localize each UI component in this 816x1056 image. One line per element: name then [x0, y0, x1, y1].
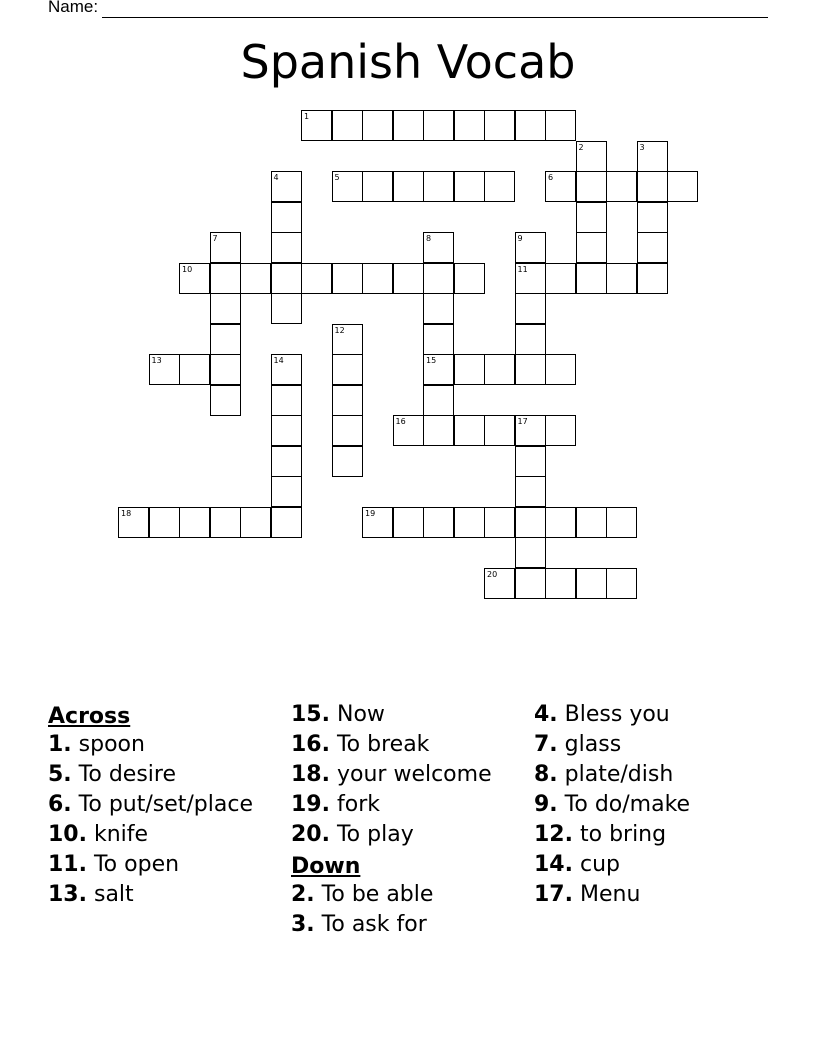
grid-cell[interactable]	[576, 141, 607, 172]
grid-cell[interactable]	[362, 171, 393, 202]
grid-cell[interactable]	[393, 171, 424, 202]
grid-cell[interactable]	[423, 385, 454, 416]
cell-number: 17	[517, 417, 528, 426]
clue-number: 15.	[291, 702, 330, 727]
grid-cell[interactable]	[423, 232, 454, 263]
grid-cell[interactable]	[545, 415, 576, 446]
grid-cell[interactable]	[454, 415, 485, 446]
across-heading: Across	[48, 704, 131, 729]
clue-column-2	[291, 702, 527, 942]
clue-text: fork	[336, 792, 380, 817]
clue-down-12	[534, 822, 794, 848]
clue-text: To do/make	[564, 792, 691, 817]
clue-text: To desire	[78, 762, 176, 787]
grid-cell[interactable]	[423, 263, 454, 294]
clue-number: 8.	[534, 762, 558, 787]
grid-cell[interactable]	[484, 354, 515, 385]
grid-cell[interactable]	[606, 568, 637, 599]
clue-text: to bring	[579, 822, 667, 847]
grid-cell[interactable]	[240, 263, 271, 294]
grid-cell[interactable]	[515, 446, 546, 477]
clue-across-1	[48, 732, 284, 758]
grid-cell[interactable]	[210, 324, 241, 355]
grid-cell[interactable]	[149, 354, 180, 385]
cell-number: 13	[151, 356, 162, 365]
grid-cell[interactable]	[423, 171, 454, 202]
grid-cell[interactable]	[545, 171, 576, 202]
grid-cell[interactable]	[423, 354, 454, 385]
grid-cell[interactable]	[576, 263, 607, 294]
grid-cell[interactable]	[515, 324, 546, 355]
cell-number: 6	[548, 173, 554, 182]
grid-cell[interactable]	[393, 507, 424, 538]
cell-number: 2	[578, 142, 584, 152]
grid-cell[interactable]	[210, 232, 241, 263]
clue-text: To put/set/place	[78, 792, 253, 817]
clue-text: cup	[579, 852, 620, 877]
grid-cell[interactable]	[423, 110, 454, 141]
grid-cell[interactable]	[637, 232, 668, 263]
grid-cell[interactable]	[271, 415, 302, 446]
cell-number: 16	[395, 417, 406, 426]
grid-cell[interactable]	[332, 446, 363, 477]
clue-across-10	[48, 822, 284, 848]
grid-cell[interactable]	[393, 263, 424, 294]
grid-cell[interactable]	[454, 507, 485, 538]
clue-number: 1.	[48, 732, 72, 757]
clue-text: knife	[93, 822, 149, 847]
grid-cell[interactable]	[332, 171, 363, 202]
clue-number: 2.	[291, 882, 315, 907]
clue-across-16	[291, 732, 527, 758]
clue-text: To open	[93, 852, 180, 877]
clue-number: 11.	[48, 852, 87, 877]
cell-number: 9	[517, 234, 523, 243]
cell-number: 12	[334, 325, 345, 335]
clue-number: 17.	[534, 882, 573, 907]
grid-cell[interactable]	[576, 568, 607, 599]
clue-column-3	[534, 702, 794, 912]
grid-cell[interactable]	[637, 263, 668, 294]
grid-cell[interactable]	[576, 202, 607, 233]
cell-number: 8	[426, 234, 432, 243]
cell-number: 4	[273, 173, 279, 182]
grid-cell[interactable]	[301, 110, 332, 141]
cell-number: 1	[304, 112, 310, 121]
grid-cell[interactable]	[240, 507, 271, 538]
grid-cell[interactable]	[179, 354, 210, 385]
grid-cell[interactable]	[515, 354, 546, 385]
grid-cell[interactable]	[484, 171, 515, 202]
grid-cell[interactable]	[179, 263, 210, 294]
cell-number: 14	[273, 356, 284, 365]
clue-text: Bless you	[564, 702, 670, 727]
grid-cell[interactable]	[393, 415, 424, 446]
cell-number: 10	[182, 264, 193, 274]
name-label: Name:	[48, 0, 99, 16]
grid-cell[interactable]	[271, 476, 302, 507]
clue-across-5	[48, 762, 284, 788]
grid-cell[interactable]	[545, 568, 576, 599]
grid-cell[interactable]	[423, 324, 454, 355]
clue-text: Menu	[579, 882, 641, 907]
clue-number: 6.	[48, 792, 72, 817]
grid-cell[interactable]	[362, 110, 393, 141]
clue-across-20	[291, 822, 527, 848]
clue-number: 20.	[291, 822, 330, 847]
clue-across-13	[48, 882, 284, 908]
clue-number: 12.	[534, 822, 573, 847]
clue-number: 19.	[291, 792, 330, 817]
grid-cell[interactable]	[332, 110, 363, 141]
clue-text: glass	[564, 732, 622, 757]
grid-cell[interactable]	[606, 263, 637, 294]
grid-cell[interactable]	[423, 507, 454, 538]
grid-cell[interactable]	[576, 507, 607, 538]
clue-down-14	[534, 852, 794, 878]
grid-cell[interactable]	[149, 507, 180, 538]
down-heading: Down	[291, 854, 361, 879]
grid-cell[interactable]	[606, 171, 637, 202]
cell-number: 20	[487, 569, 498, 579]
clue-number: 9.	[534, 792, 558, 817]
grid-cell[interactable]	[423, 293, 454, 324]
clue-text: salt	[93, 882, 134, 907]
clue-number: 7.	[534, 732, 558, 757]
grid-cell[interactable]	[637, 171, 668, 202]
grid-cell[interactable]	[362, 507, 393, 538]
grid-cell[interactable]	[332, 324, 363, 355]
clue-down-4	[534, 702, 794, 728]
clue-number: 16.	[291, 732, 330, 757]
grid-cell[interactable]	[271, 293, 302, 324]
clue-across-19	[291, 792, 527, 818]
grid-cell[interactable]	[271, 263, 302, 294]
clue-number: 14.	[534, 852, 573, 877]
grid-cell[interactable]	[484, 415, 515, 446]
grid-cell[interactable]	[332, 385, 363, 416]
grid-cell[interactable]	[637, 141, 668, 172]
cell-number: 5	[334, 173, 340, 182]
grid-cell[interactable]	[606, 507, 637, 538]
grid-cell[interactable]	[423, 415, 454, 446]
grid-cell[interactable]	[210, 263, 241, 294]
grid-cell[interactable]	[210, 354, 241, 385]
grid-cell[interactable]	[332, 415, 363, 446]
page-title: Spanish Vocab	[240, 35, 576, 89]
grid-cell[interactable]	[210, 507, 241, 538]
grid-cell[interactable]	[576, 171, 607, 202]
grid-cell[interactable]	[454, 110, 485, 141]
clue-down-7	[534, 732, 794, 758]
cell-number: 18	[121, 508, 132, 518]
grid-cell[interactable]	[515, 293, 546, 324]
grid-cell[interactable]	[332, 263, 363, 294]
grid-cell[interactable]	[271, 171, 302, 202]
grid-cell[interactable]	[454, 354, 485, 385]
grid-cell[interactable]	[515, 537, 546, 568]
clue-number: 4.	[534, 702, 558, 727]
clue-number: 13.	[48, 882, 87, 907]
clue-across-11	[48, 852, 284, 878]
grid-cell[interactable]	[515, 232, 546, 263]
cell-number: 3	[639, 142, 645, 152]
grid-cell[interactable]	[484, 507, 515, 538]
grid-cell[interactable]	[515, 263, 546, 294]
grid-cell[interactable]	[271, 354, 302, 385]
grid-cell[interactable]	[210, 293, 241, 324]
cell-number: 11	[517, 264, 528, 274]
grid-cell[interactable]	[576, 232, 607, 263]
clue-number: 10.	[48, 822, 87, 847]
grid-cell[interactable]	[515, 415, 546, 446]
grid-cell[interactable]	[362, 263, 393, 294]
grid-cell[interactable]	[179, 507, 210, 538]
grid-cell[interactable]	[332, 354, 363, 385]
grid-cell[interactable]	[118, 507, 149, 538]
clue-across-18	[291, 762, 527, 788]
grid-cell[interactable]	[271, 507, 302, 538]
grid-cell[interactable]	[454, 171, 485, 202]
grid-cell[interactable]	[667, 171, 698, 202]
clue-down-9	[534, 792, 794, 818]
clue-text: To break	[336, 732, 430, 757]
clue-text: plate/dish	[564, 762, 674, 787]
clue-across-15	[291, 702, 527, 728]
grid-cell[interactable]	[271, 202, 302, 233]
grid-cell[interactable]	[484, 110, 515, 141]
clue-text: your welcome	[336, 762, 492, 787]
grid-cell[interactable]	[637, 202, 668, 233]
grid-cell[interactable]	[393, 110, 424, 141]
clue-text: spoon	[78, 732, 145, 757]
clue-down-17	[534, 882, 794, 908]
clue-column-1	[48, 702, 284, 912]
clue-number: 5.	[48, 762, 72, 787]
cell-number: 15	[426, 356, 437, 365]
grid-cell[interactable]	[545, 507, 576, 538]
clue-text: To ask for	[321, 912, 427, 937]
clue-number: 3.	[291, 912, 315, 937]
grid-cell[interactable]	[515, 507, 546, 538]
grid-cell[interactable]	[484, 568, 515, 599]
cell-number: 7	[212, 234, 218, 243]
grid-cell[interactable]	[271, 232, 302, 263]
clue-text: To play	[336, 822, 414, 847]
grid-cell[interactable]	[301, 263, 332, 294]
grid-cell[interactable]	[454, 263, 485, 294]
grid-cell[interactable]	[545, 263, 576, 294]
grid-cell[interactable]	[515, 110, 546, 141]
grid-cell[interactable]	[271, 446, 302, 477]
clue-text: Now	[336, 702, 385, 727]
clue-down-3	[291, 912, 527, 938]
clue-down-2	[291, 882, 527, 908]
grid-cell[interactable]	[515, 568, 546, 599]
cell-number: 19	[365, 508, 376, 518]
clue-across-6	[48, 792, 284, 818]
grid-cell[interactable]	[271, 385, 302, 416]
grid-cell[interactable]	[515, 476, 546, 507]
grid-cell[interactable]	[545, 354, 576, 385]
clue-number: 18.	[291, 762, 330, 787]
clue-down-8	[534, 762, 794, 788]
grid-cell[interactable]	[545, 110, 576, 141]
grid-cell[interactable]	[210, 385, 241, 416]
clue-text: To be able	[321, 882, 434, 907]
